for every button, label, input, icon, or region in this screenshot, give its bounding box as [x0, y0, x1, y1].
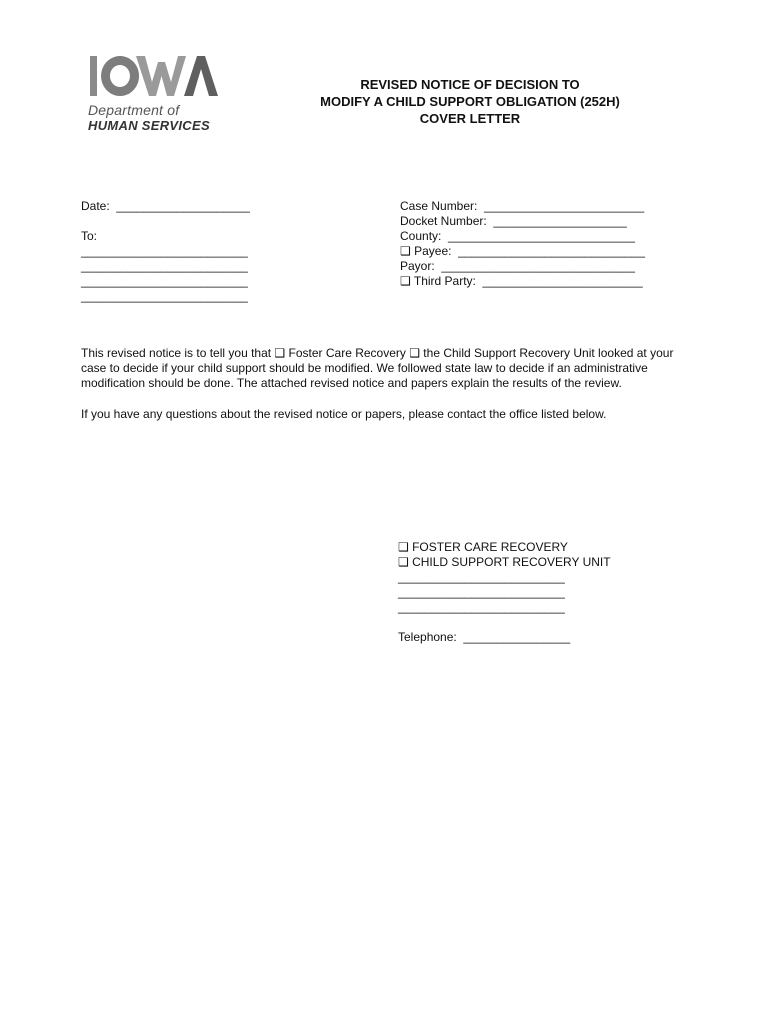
contact-paragraph: If you have any questions about the revised notice or papers, please contact the office listed below.: [81, 407, 607, 421]
date-field[interactable]: Date: ____________________: [81, 199, 250, 213]
logo-department: Department of: [88, 102, 180, 118]
document-title: [300, 76, 640, 127]
logo-letter-o: [101, 56, 139, 96]
paragraph-line-3: modification should be done. The attached revised notice and papers explain the results of the review.: [81, 376, 622, 390]
title-line-2: MODIFY A CHILD SUPPORT OBLIGATION (252H): [320, 94, 620, 109]
logo-human-services: HUMAN SERVICES: [88, 118, 210, 133]
logo-letter-i: [90, 56, 97, 96]
county-field[interactable]: County: ____________________________: [400, 229, 635, 243]
third-party-field[interactable]: ❑ Third Party: ________________________: [400, 274, 643, 288]
office-line-3[interactable]: _________________________: [398, 600, 565, 614]
payor-field[interactable]: Payor: _____________________________: [400, 259, 635, 273]
logo-letter-w: [136, 56, 186, 96]
case-info-block: [400, 199, 645, 289]
address-line-3[interactable]: _________________________: [81, 274, 248, 288]
case-number-field[interactable]: Case Number: ________________________: [400, 199, 645, 213]
docket-number-field[interactable]: Docket Number: ____________________: [400, 214, 627, 228]
office-line-2[interactable]: _________________________: [398, 585, 565, 599]
notice-paragraph: [81, 346, 711, 391]
title-line-3: COVER LETTER: [419, 111, 521, 126]
foster-care-checkbox[interactable]: ❑ FOSTER CARE RECOVERY: [398, 540, 568, 554]
office-line-1[interactable]: _________________________: [398, 570, 565, 584]
paragraph-line-2: case to decide if your child support should be modified. We followed state law to decide if an administrative: [81, 361, 648, 375]
office-block: [398, 540, 611, 645]
telephone-field[interactable]: Telephone: ________________: [398, 630, 571, 644]
to-label: To:: [81, 229, 98, 243]
address-line-1[interactable]: _________________________: [81, 244, 248, 258]
address-line-4[interactable]: _________________________: [81, 289, 248, 303]
address-line-2[interactable]: _________________________: [81, 259, 248, 273]
paragraph-line-1: This revised notice is to tell you that ❑ Foster Care Recovery ❑ the Child Support Recovery Unit looked at your: [81, 346, 674, 360]
recipient-block: [81, 199, 250, 304]
csru-checkbox[interactable]: ❑ CHILD SUPPORT RECOVERY UNIT: [398, 555, 611, 569]
logo-letter-a: [184, 56, 218, 96]
logo-text: [88, 103, 210, 133]
title-line-1: REVISED NOTICE OF DECISION TO: [360, 77, 580, 92]
payee-field[interactable]: ❑ Payee: ____________________________: [400, 244, 645, 258]
